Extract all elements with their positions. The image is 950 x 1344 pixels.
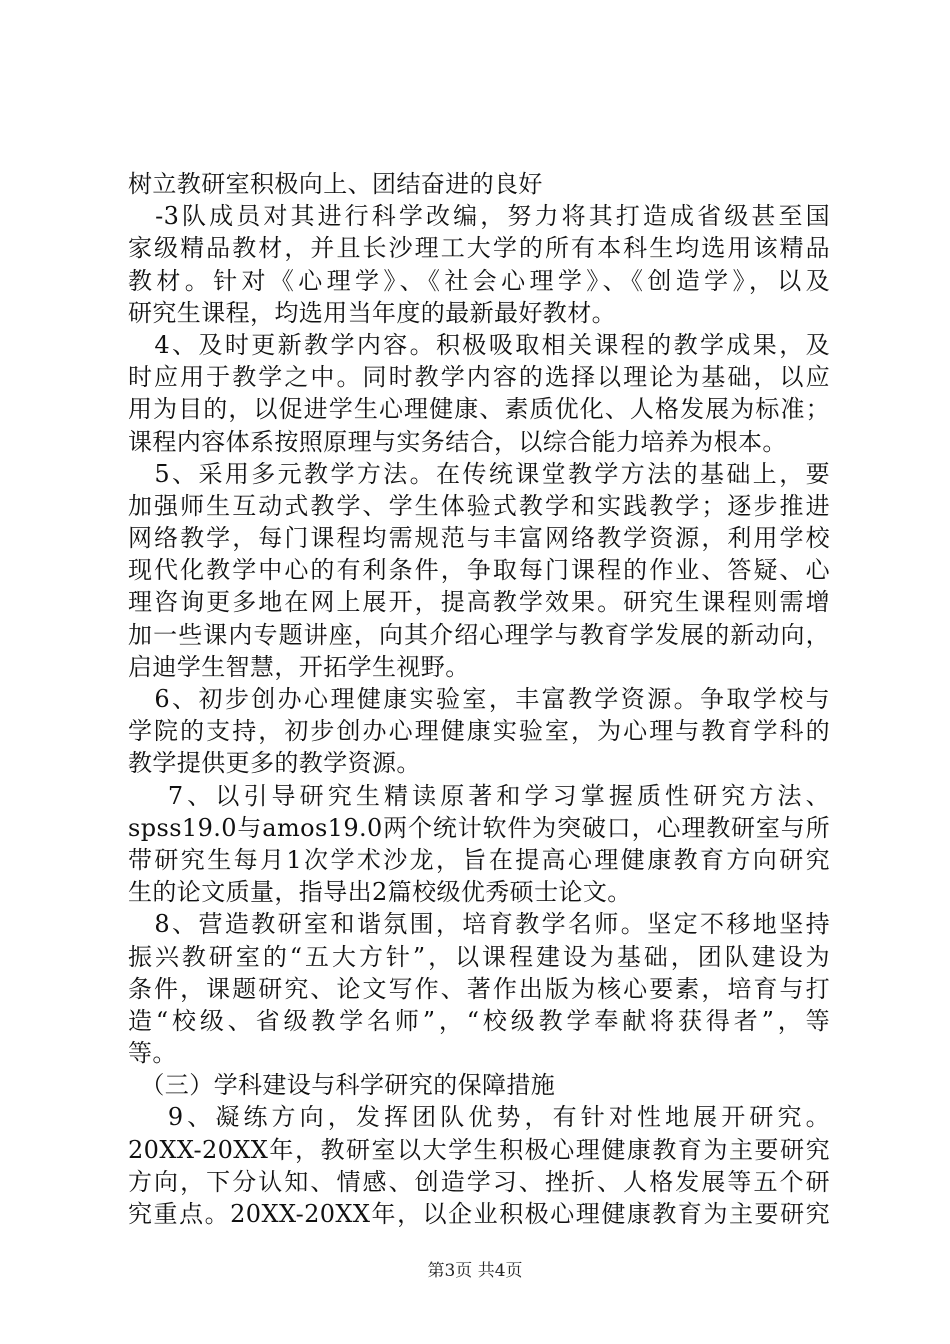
text-line: 研究生课程，均选用当年度的最新最好教材。 — [128, 298, 616, 327]
text-line: 4、及时更新教学内容。积极吸取相关课程的教学成果，及 — [128, 330, 830, 359]
text-line: 理咨询更多地在网上展开，提高教学效果。研究生课程则需增 — [128, 588, 830, 617]
text-line: 5、采用多元教学方法。在传统课堂教学方法的基础上，要 — [128, 459, 830, 488]
text-line: 课程内容体系按照原理与实务结合，以综合能力培养为根本。 — [128, 427, 787, 456]
text-line: 振兴教研室的“五大方针”，以课程建设为基础，团队建设为 — [128, 942, 830, 971]
text-line: -3队成员对其进行科学改编，努力将其打造成省级甚至国 — [128, 202, 830, 231]
text-line: 生的论文质量，指导出2篇校级优秀硕士论文。 — [128, 878, 632, 907]
text-line: 6、初步创办心理健康实验室，丰富教学资源。争取学校与 — [128, 685, 830, 713]
text-line: 带研究生每月1次学术沙龙，旨在提高心理健康教育方向研究 — [128, 845, 830, 874]
text-line: 树立教研室积极向上、团结奋进的良好 — [128, 170, 543, 198]
text-line: spss19.0与amos19.0两个统计软件为突破口，心理教研室与所 — [128, 813, 830, 842]
body-text — [128, 168, 830, 1230]
text-line: 用为目的，以促进学生心理健康、素质优化、人格发展为标准； — [128, 395, 830, 424]
text-line: 20XX-20XX年，教研室以大学生积极心理健康教育为主要研究 — [128, 1135, 830, 1164]
text-line: 时应用于教学之中。同时教学内容的选择以理论为基础，以应 — [128, 363, 830, 392]
text-line: 究重点。20XX-20XX年，以企业积极心理健康教育为主要研究 — [128, 1200, 830, 1228]
text-line: 8、营造教研室和谐氛围，培育教学名师。坚定不移地坚持 — [128, 910, 830, 939]
text-line: 加强师生互动式教学、学生体验式教学和实践教学；逐步推进 — [128, 491, 830, 520]
text-line: 启迪学生智慧，开拓学生视野。 — [128, 652, 470, 681]
text-line: 家级精品教材，并且长沙理工大学的所有本科生均选用该精品 — [128, 234, 830, 263]
text-line: 7、以引导研究生精读原著和学习掌握质性研究方法、 — [128, 781, 830, 810]
text-line: 教材。针对《心理学》、《社会心理学》、《创造学》，以及 — [128, 266, 830, 295]
text-line: （三）学科建设与科学研究的保障措施 — [128, 1071, 556, 1100]
text-line: 现代化教学中心的有利条件，争取每门课程的作业、答疑、心 — [128, 556, 830, 585]
text-line: 网络教学，每门课程均需规范与丰富网络教学资源，利用学校 — [128, 524, 830, 553]
text-line: 方向，下分认知、情感、创造学习、挫折、人格发展等五个研 — [128, 1167, 830, 1196]
page-footer: 第3页 共4页 — [427, 1261, 523, 1281]
text-line: 造“校级、省级教学名师”，“校级教学奉献将获得者”，等 — [128, 1006, 830, 1035]
text-line: 条件，课题研究、论文写作、著作出版为核心要素，培育与打 — [128, 974, 830, 1003]
text-line: 等。 — [128, 1039, 177, 1068]
text-line: 教学提供更多的教学资源。 — [128, 749, 421, 778]
text-line: 加一些课内专题讲座，向其介绍心理学与教育学发展的新动向， — [128, 620, 830, 649]
text-line: 9、凝练方向，发挥团队优势，有针对性地展开研究。 — [128, 1103, 830, 1132]
text-line: 学院的支持，初步创办心理健康实验室，为心理与教育学科的 — [128, 717, 830, 746]
